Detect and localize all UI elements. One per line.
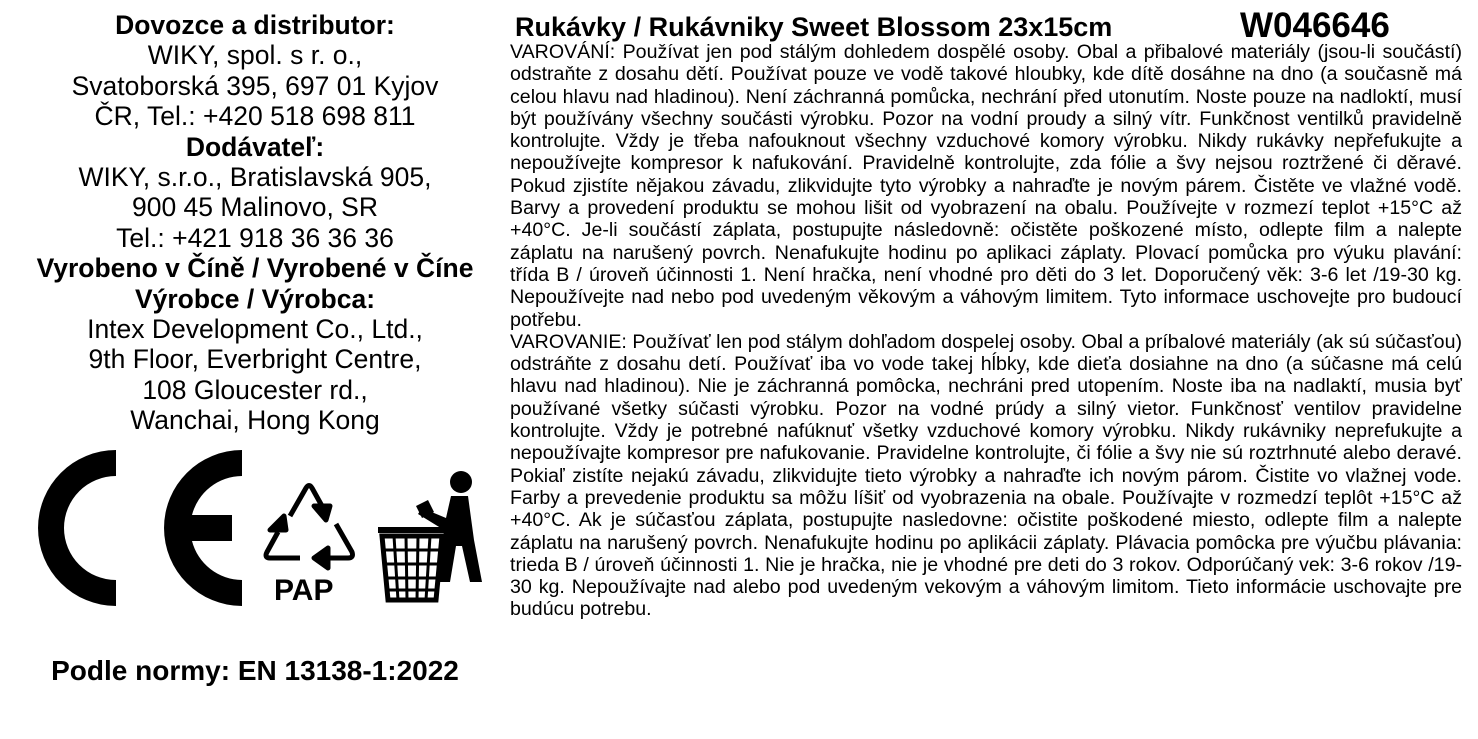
supplier-line: WIKY, s.r.o., Bratislavská 905,: [78, 162, 432, 193]
norm-statement: Podle normy: EN 13138-1:2022: [51, 655, 459, 686]
manufacturer-line: Intex Development Co., Ltd.,: [87, 314, 423, 345]
origin-line: Vyrobeno v Číně / Vyrobené v Číne: [36, 253, 474, 284]
importer-heading: Dovozce a distributor:: [115, 10, 395, 40]
manufacturer-line: 108 Gloucester rd.,: [142, 374, 368, 405]
ce-mark-icon: [20, 448, 245, 608]
recycle-label: PAP: [274, 574, 334, 607]
product-title: Rukávky / Rukávniky Sweet Blossom 23x15cm: [515, 12, 1113, 42]
warning-sk: VAROVANIE: Používať len pod stálym dohľadom dospelej osoby. Obal a príbalové materiály (ak sú súčasťou) odstráňte z dosahu detí. Používať iba vo vode takej hĺbky, kde dieťa dosiahne na dno (a súčasne má celú hlavu nad hladinou). Nie je záchranná pomôcka, nechráni pred utopením. Noste iba na nadlaktí, musia byť používané všetky súčasti výrobku. Pozor na vodné prúdy a silný vietor. Funkčnosť ventilov pravidelne kontrolujte. Vždy je potrebné nafúknuť všetky vzduchové komory výrobku. Nikdy rukávniky neprefukujte a nepoužívajte kompresor pre nafukovanie. Pravidelne kontrolujte, či fólie a švy nie sú roztrhnuté alebo deravé. Pokiaľ zistíte nejakú závadu, zlikvidujte tieto výrobky a nahraďte ich novým párom. Čistite vo vlažnej vode. Farby a prevedenie produktu sa môžu líšiť od vyobrazenia na obale. Používajte v rozmedzí teplôt +15°C až +40°C. Ak je súčasťou záplata, postupujte nasledovne: očistite poškodené miesto, odlepte film a nalepte záplatu na narušený povrch. Nenafukujte hodinu po aplikácii záplaty. Plávacia pomôcka pre výučbu plávania: trieda B / úroveň účinnosti 1. Nie je hračka, nie je vhodné pre deti do 3 rokov. Odporúčaný vek: 3-6 rokov /19-30 kg. Nepoužívajte nad alebo pod uvedeným vekovým a váhovým limitom. Tieto informácie uschovajte pre budúcu potrebu.: [510, 330, 1462, 621]
importer-line: WIKY, spol. s r. o.,: [147, 40, 363, 71]
importer-line: ČR, Tel.: +420 518 698 811: [94, 101, 416, 132]
importer-line: Svatoborská 395, 697 01 Kyjov: [71, 70, 439, 101]
manufacturer-heading: Výrobce / Výrobca:: [134, 283, 376, 314]
product-code: W046646: [1240, 6, 1390, 45]
recycle-icon: [254, 476, 364, 576]
supplier-heading: Dodávateľ:: [185, 131, 325, 162]
manufacturer-line: 9th Floor, Everbright Centre,: [88, 344, 422, 375]
supplier-line: Tel.: +421 918 36 36 36: [116, 222, 394, 253]
distributor-info: [0, 10, 510, 436]
warning-text: [510, 41, 1462, 621]
certification-symbols: [16, 446, 506, 616]
supplier-line: 900 45 Malinovo, SR: [131, 192, 378, 223]
manufacturer-line: Wanchai, Hong Kong: [130, 405, 380, 436]
warning-cz: VAROVÁNÍ: Používat jen pod stálým dohledem dospělé osoby. Obal a přibalové materiály (jsou-li součástí) odstraňte z dosahu dětí. Používat pouze ve vodě takové hloubky, kde dítě dosáhne na dno (a současně má celou hlavu nad hladinou). Není záchranná pomůcka, nechrání před utonutím. Noste pouze na nadloktí, musí být používány všechny součásti výrobku. Pozor na vodní proudy a silný vítr. Funkčnost ventilků pravidelně kontrolujte. Vždy je třeba nafouknout všechny vzduchové komory výrobku. Nikdy rukávky nepřefukujte a nepoužívejte kompresor k nafukování. Pravidelně kontrolujte, zda fólie a švy nejsou roztržené či děravé. Pokud zjistíte nějakou závadu, zlikvidujte tyto výrobky a nahraďte je novým párem. Čistěte ve vlažné vodě. Barvy a provedení produktu se mohou lišit od vyobrazení na obalu. Používejte v rozmezí teplot +15°C až +40°C. Je-li součástí záplata, postupujte následovně: očistěte poškozené místo, odlepte film a nalepte záplatu na narušený povrch. Nenafukujte hodinu po aplikaci záplaty. Plovací pomůcka pro výuku plavání: třída B / úroveň účinnosti 1. Není hračka, není vhodné pro děti do 3 let. Doporučený věk: 3-6 let /19-30 kg. Nepoužívejte nad nebo pod uvedeným věkovým a váhovým limitem. Tyto informace uschovejte pro budoucí potřebu.: [510, 41, 1462, 331]
tidyman-bin-icon: [376, 470, 501, 610]
